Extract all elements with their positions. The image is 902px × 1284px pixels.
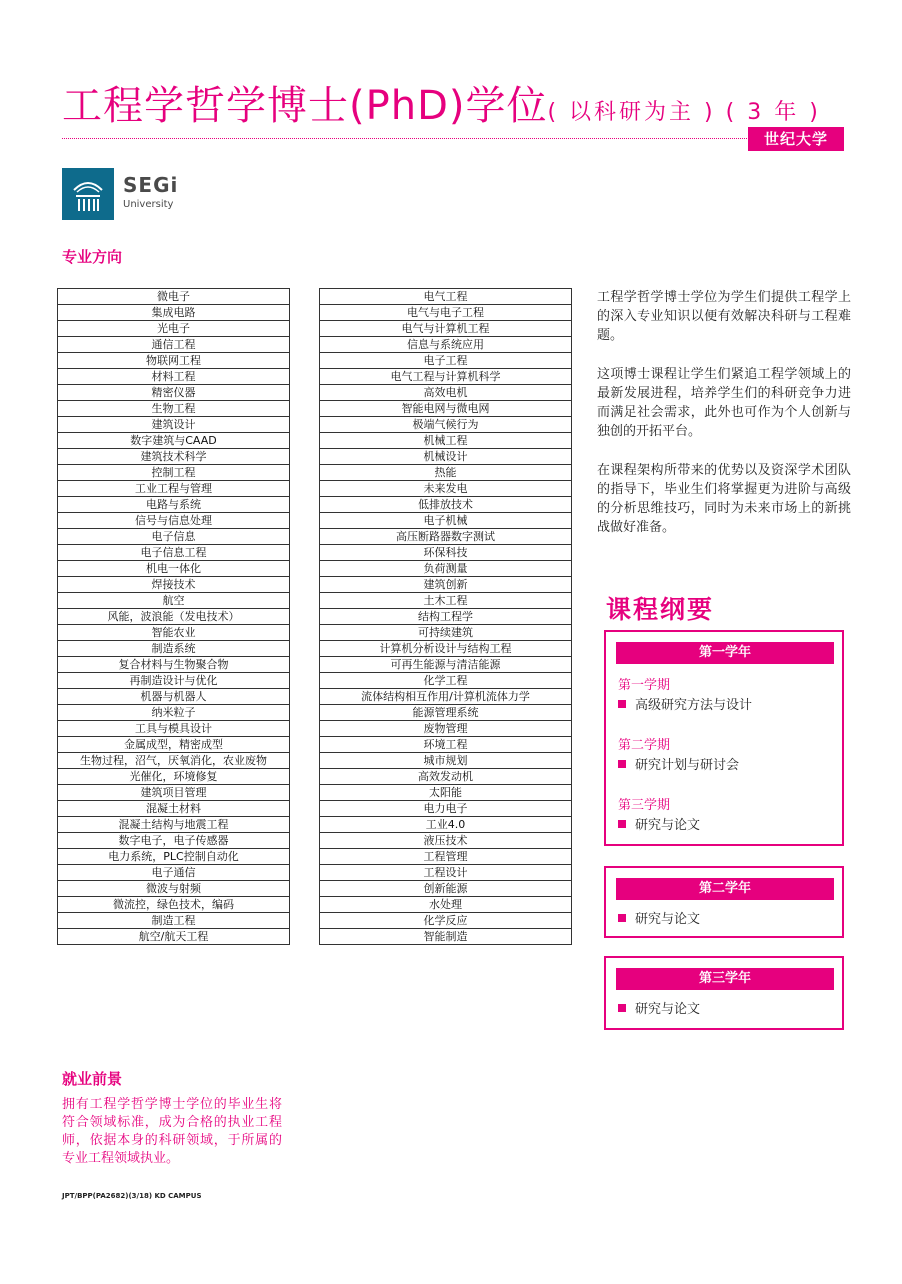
specialization-item: 通信工程 <box>58 337 290 353</box>
specialization-item: 智能制造 <box>320 929 572 945</box>
specialization-item: 电子机械 <box>320 513 572 529</box>
course-item <box>618 908 700 927</box>
table-row <box>58 433 290 449</box>
specialization-item: 电子信息 <box>58 529 290 545</box>
career-text: 拥有工程学哲学博士学位的毕业生将符合领域标准，成为合格的执业工程师，依据本身的科研领域，于所属的专业工程领域执业。 <box>62 1097 282 1166</box>
specialization-item: 信息与系统应用 <box>320 337 572 353</box>
table-row <box>58 321 290 337</box>
table-row <box>320 625 572 641</box>
specialization-item: 结构工程学 <box>320 609 572 625</box>
specialization-item: 微电子 <box>58 289 290 305</box>
table-row <box>320 929 572 945</box>
specialization-item: 微流控，绿色技术，编码 <box>58 897 290 913</box>
course-item <box>618 694 752 713</box>
specialization-item: 可持续建筑 <box>320 625 572 641</box>
table-row <box>320 321 572 337</box>
logo-subtitle: University <box>123 199 174 210</box>
specialization-item: 高效发动机 <box>320 769 572 785</box>
specialization-item: 工程管理 <box>320 849 572 865</box>
specialization-item: 智能电网与微电网 <box>320 401 572 417</box>
course-label: 高级研究方法与设计 <box>635 698 753 713</box>
table-row <box>320 673 572 689</box>
table-row <box>320 785 572 801</box>
course-label: 研究计划与研讨会 <box>635 758 740 773</box>
specialization-item: 信号与信息处理 <box>58 513 290 529</box>
specialization-item: 液压技术 <box>320 833 572 849</box>
specialization-item: 纳米粒子 <box>58 705 290 721</box>
specialization-item: 建筑设计 <box>58 417 290 433</box>
table-row <box>58 625 290 641</box>
specialization-item: 热能 <box>320 465 572 481</box>
bullet-icon <box>618 700 626 708</box>
specialization-item: 机器与机器人 <box>58 689 290 705</box>
specialization-item: 混凝土材料 <box>58 801 290 817</box>
table-row <box>58 657 290 673</box>
table-row <box>320 801 572 817</box>
specialization-item: 高压断路器数字测试 <box>320 529 572 545</box>
table-row <box>320 769 572 785</box>
table-row <box>58 417 290 433</box>
specialization-item: 能源管理系统 <box>320 705 572 721</box>
specialization-item: 建筑项目管理 <box>58 785 290 801</box>
specialization-item: 航空 <box>58 593 290 609</box>
course-label: 研究与论文 <box>635 818 701 833</box>
specialization-item: 化学反应 <box>320 913 572 929</box>
table-row <box>320 865 572 881</box>
specialization-item: 电子信息工程 <box>58 545 290 561</box>
table-row <box>320 817 572 833</box>
table-row <box>58 353 290 369</box>
specialization-item: 航空/航天工程 <box>58 929 290 945</box>
intro-paragraph: 工程学哲学博士学位为学生们提供工程学上的深入专业知识以便有效解决科研与工程难题。 <box>597 290 851 343</box>
table-row <box>58 913 290 929</box>
specialization-item: 精密仪器 <box>58 385 290 401</box>
table-row <box>58 513 290 529</box>
specialization-item: 风能，波浪能（发电技术） <box>58 609 290 625</box>
table-row <box>320 369 572 385</box>
specialization-item: 智能农业 <box>58 625 290 641</box>
specialization-item: 制造工程 <box>58 913 290 929</box>
specialization-item: 未来发电 <box>320 481 572 497</box>
table-row <box>58 385 290 401</box>
table-row <box>58 401 290 417</box>
table-row <box>58 849 290 865</box>
specialization-item: 生物工程 <box>58 401 290 417</box>
table-row <box>320 433 572 449</box>
table-row <box>58 897 290 913</box>
specialization-item: 可再生能源与清洁能源 <box>320 657 572 673</box>
title-main: 工程学哲学博士(PhD)学位 <box>62 83 548 129</box>
specialization-item: 物联网工程 <box>58 353 290 369</box>
specialization-item: 太阳能 <box>320 785 572 801</box>
specializations-heading: 专业方向 <box>62 248 123 266</box>
title-subtitle: ( 以科研为主 ) ( 3 年 ) <box>547 100 821 125</box>
logo-name: SEGi <box>123 173 179 197</box>
specialization-item: 水处理 <box>320 897 572 913</box>
specialization-item: 电力系统，PLC控制自动化 <box>58 849 290 865</box>
table-row <box>320 497 572 513</box>
semester2-label: 第二学期 <box>618 738 671 753</box>
page-title <box>62 74 821 131</box>
intro-text <box>597 288 851 557</box>
table-row <box>58 529 290 545</box>
table-row <box>320 849 572 865</box>
specialization-item: 金属成型，精密成型 <box>58 737 290 753</box>
table-row <box>58 881 290 897</box>
specialization-item: 电气工程与计算机科学 <box>320 369 572 385</box>
year3-box <box>604 956 844 1030</box>
table-row <box>320 881 572 897</box>
intro-paragraph: 在课程架构所带来的优势以及资深学术团队的指导下，毕业生们将掌握更为进阶与高级的分析思维技巧，同时为未来市场上的新挑战做好准备。 <box>597 463 851 535</box>
specialization-item: 机械工程 <box>320 433 572 449</box>
table-row <box>320 609 572 625</box>
specialization-item: 极端气候行为 <box>320 417 572 433</box>
specialization-item: 环境工程 <box>320 737 572 753</box>
specialization-item: 材料工程 <box>58 369 290 385</box>
table-row <box>58 865 290 881</box>
specialization-item: 机电一体化 <box>58 561 290 577</box>
specialization-item: 工具与模具设计 <box>58 721 290 737</box>
year1-title: 第一学年 <box>616 642 834 664</box>
table-row <box>320 913 572 929</box>
table-row <box>320 529 572 545</box>
specialization-item: 电路与系统 <box>58 497 290 513</box>
table-row <box>320 737 572 753</box>
table-row <box>58 721 290 737</box>
table-row <box>58 577 290 593</box>
table-row <box>320 721 572 737</box>
bullet-icon <box>618 820 626 828</box>
specialization-item: 数字电子，电子传感器 <box>58 833 290 849</box>
specialization-item: 生物过程，沼气，厌氧消化，农业废物 <box>58 753 290 769</box>
dotted-divider <box>62 138 747 139</box>
specialization-item: 复合材料与生物聚合物 <box>58 657 290 673</box>
bullet-icon <box>618 760 626 768</box>
table-row <box>320 305 572 321</box>
year2-box <box>604 866 844 938</box>
specialization-item: 电子通信 <box>58 865 290 881</box>
table-row <box>320 753 572 769</box>
semester3-label: 第三学期 <box>618 798 671 813</box>
specialization-item: 电气与电子工程 <box>320 305 572 321</box>
specialization-item: 集成电路 <box>58 305 290 321</box>
specialization-item: 微波与射频 <box>58 881 290 897</box>
table-row <box>58 833 290 849</box>
table-row <box>320 897 572 913</box>
specialization-item: 流体结构相互作用/计算机流体力学 <box>320 689 572 705</box>
footer-code: JPT/BPP(PA2682)(3/18) KD CAMPUS <box>62 1192 202 1200</box>
table-row <box>320 417 572 433</box>
career-heading: 就业前景 <box>62 1070 123 1088</box>
specialization-item: 创新能源 <box>320 881 572 897</box>
specialization-item: 土木工程 <box>320 593 572 609</box>
semester1-label: 第一学期 <box>618 678 671 693</box>
table-row <box>320 561 572 577</box>
table-row <box>320 385 572 401</box>
table-row <box>58 753 290 769</box>
specialization-item: 工业工程与管理 <box>58 481 290 497</box>
table-row <box>58 817 290 833</box>
table-row <box>58 769 290 785</box>
table-row <box>320 481 572 497</box>
course-item <box>618 754 739 773</box>
outline-heading: 课程纲要 <box>606 595 715 624</box>
specialization-item: 光电子 <box>58 321 290 337</box>
table-row <box>58 305 290 321</box>
specialization-item: 焊接技术 <box>58 577 290 593</box>
course-item <box>618 998 700 1017</box>
specialization-item: 控制工程 <box>58 465 290 481</box>
table-row <box>320 689 572 705</box>
table-row <box>320 513 572 529</box>
table-row <box>58 481 290 497</box>
table-row <box>320 705 572 721</box>
table-row <box>320 289 572 305</box>
specialization-item: 工程设计 <box>320 865 572 881</box>
course-label: 研究与论文 <box>635 1002 701 1017</box>
specialization-item: 计算机分析设计与结构工程 <box>320 641 572 657</box>
table-row <box>58 465 290 481</box>
specializations-table-left <box>57 288 290 945</box>
table-row <box>320 353 572 369</box>
university-tag: 世纪大学 <box>748 127 844 151</box>
table-row <box>58 785 290 801</box>
specialization-item: 建筑创新 <box>320 577 572 593</box>
specialization-item: 电力电子 <box>320 801 572 817</box>
specialization-item: 再制造设计与优化 <box>58 673 290 689</box>
table-row <box>320 465 572 481</box>
specialization-item: 高效电机 <box>320 385 572 401</box>
specialization-item: 电子工程 <box>320 353 572 369</box>
table-row <box>58 609 290 625</box>
specialization-item: 制造系统 <box>58 641 290 657</box>
table-row <box>320 449 572 465</box>
year2-title: 第二学年 <box>616 878 834 900</box>
table-row <box>58 737 290 753</box>
specialization-item: 废物管理 <box>320 721 572 737</box>
table-row <box>320 545 572 561</box>
intro-paragraph: 这项博士课程让学生们紧追工程学领域上的最新发展进程，培养学生们的科研竞争力进而满足社会需求，此外也可作为个人创新与独创的开拓平台。 <box>597 367 851 439</box>
table-row <box>58 593 290 609</box>
table-row <box>58 561 290 577</box>
table-row <box>58 289 290 305</box>
specialization-item: 机械设计 <box>320 449 572 465</box>
specialization-item: 工业4.0 <box>320 817 572 833</box>
specialization-item: 电气工程 <box>320 289 572 305</box>
table-row <box>58 497 290 513</box>
table-row <box>320 577 572 593</box>
year1-box <box>604 630 844 846</box>
specialization-item: 低排放技术 <box>320 497 572 513</box>
specialization-item: 电气与计算机工程 <box>320 321 572 337</box>
table-row <box>58 801 290 817</box>
year3-title: 第三学年 <box>616 968 834 990</box>
segi-logo-icon <box>62 168 114 220</box>
table-row <box>58 641 290 657</box>
specialization-item: 光催化，环境修复 <box>58 769 290 785</box>
table-row <box>320 833 572 849</box>
table-row <box>58 689 290 705</box>
table-row <box>58 449 290 465</box>
table-row <box>320 657 572 673</box>
bullet-icon <box>618 914 626 922</box>
specialization-item: 化学工程 <box>320 673 572 689</box>
table-row <box>58 337 290 353</box>
specialization-item: 建筑技术科学 <box>58 449 290 465</box>
table-row <box>58 705 290 721</box>
table-row <box>320 593 572 609</box>
table-row <box>58 929 290 945</box>
specialization-item: 混凝土结构与地震工程 <box>58 817 290 833</box>
specialization-item: 环保科技 <box>320 545 572 561</box>
bullet-icon <box>618 1004 626 1012</box>
specialization-item: 城市规划 <box>320 753 572 769</box>
specializations-table-right <box>319 288 572 945</box>
table-row <box>320 641 572 657</box>
specialization-item: 数字建筑与CAAD <box>58 433 290 449</box>
course-item <box>618 814 700 833</box>
course-label: 研究与论文 <box>635 912 701 927</box>
table-row <box>320 337 572 353</box>
table-row <box>58 673 290 689</box>
table-row <box>320 401 572 417</box>
table-row <box>58 545 290 561</box>
specialization-item: 负荷测量 <box>320 561 572 577</box>
table-row <box>58 369 290 385</box>
